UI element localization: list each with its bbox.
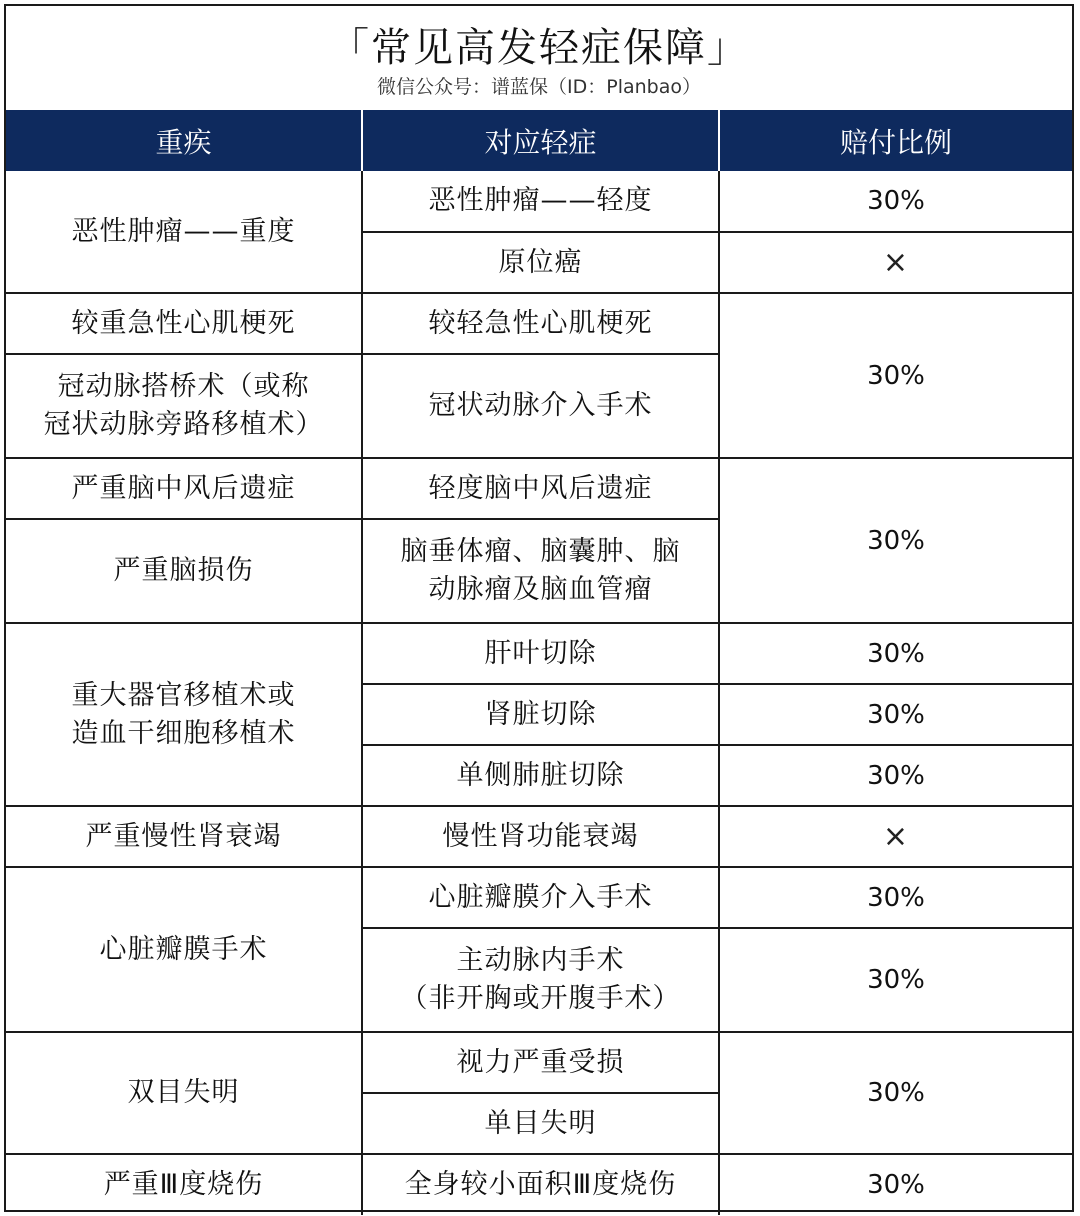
major-disease-cell: 严重慢性肾衰竭 — [6, 806, 362, 867]
payout-ratio-cell: 30% — [719, 1032, 1072, 1154]
table-row — [6, 1032, 1072, 1093]
title-block — [6, 6, 1072, 110]
minor-disease-cell: 视力严重受损 — [362, 1032, 719, 1093]
coverage-table-card — [4, 4, 1074, 1212]
minor-disease-cell: 肝叶切除 — [362, 623, 719, 684]
column-header-major: 重疾 — [6, 110, 362, 171]
major-disease-cell: 严重脑中风后遗症 — [6, 458, 362, 519]
cell-line: 造血干细胞移植术 — [71, 717, 296, 749]
column-header-minor: 对应轻症 — [362, 110, 719, 171]
table-row — [6, 293, 1072, 354]
page-title: 「常见高发轻症保障」 — [329, 25, 749, 71]
minor-disease-cell: 冠状动脉介入手术 — [362, 354, 719, 458]
major-disease-cell: 恶性肿瘤——重度 — [6, 171, 362, 293]
payout-ratio-cell: 30% — [719, 293, 1072, 458]
payout-ratio-cell: 30% — [719, 745, 1072, 806]
not-covered-icon: × — [719, 232, 1072, 293]
payout-ratio-cell: 30% — [719, 623, 1072, 684]
page-subtitle: 微信公众号：谱蓝保（ID：Planbao） — [377, 76, 701, 98]
minor-disease-cell — [362, 519, 719, 623]
minor-disease-cell: 慢性肾功能衰竭 — [362, 806, 719, 867]
table-row — [6, 867, 1072, 928]
minor-disease-cell: 恶性肿瘤——轻度 — [362, 171, 719, 232]
cell-line: （非开胸或开腹手术） — [400, 983, 681, 1014]
major-disease-cell: 严重脑损伤 — [6, 519, 362, 623]
minor-disease-cell: 单目失明 — [362, 1093, 719, 1154]
minor-disease-cell: 原位癌 — [362, 232, 719, 293]
minor-disease-cell: 轻度脑中风后遗症 — [362, 458, 719, 519]
table-row — [6, 806, 1072, 867]
minor-disease-cell: 较轻急性心肌梗死 — [362, 293, 719, 354]
major-disease-cell: 双目失明 — [6, 1032, 362, 1154]
table-row — [6, 171, 1072, 232]
major-disease-cell — [6, 354, 362, 458]
payout-ratio-cell: 30% — [719, 867, 1072, 928]
coverage-table — [6, 110, 1072, 1215]
payout-ratio-cell: 30% — [719, 171, 1072, 232]
payout-ratio-cell: 30% — [719, 1154, 1072, 1215]
cell-line: 动脉瘤及脑血管瘤 — [428, 574, 653, 605]
table-row — [6, 623, 1072, 684]
major-disease-cell: 严重Ⅲ度烧伤 — [6, 1154, 362, 1215]
minor-disease-cell: 单侧肺脏切除 — [362, 745, 719, 806]
minor-disease-cell: 肾脏切除 — [362, 684, 719, 745]
payout-ratio-cell: 30% — [719, 458, 1072, 623]
cell-line: 主动脉内手术 — [456, 945, 625, 976]
cell-line: 冠状动脉旁路移植术） — [43, 409, 324, 440]
minor-disease-cell — [362, 928, 719, 1032]
major-disease-cell: 心脏瓣膜手术 — [6, 867, 362, 1032]
minor-disease-cell: 心脏瓣膜介入手术 — [362, 867, 719, 928]
payout-ratio-cell: 30% — [719, 928, 1072, 1032]
minor-disease-cell: 全身较小面积Ⅲ度烧伤 — [362, 1154, 719, 1215]
column-header-ratio: 赔付比例 — [719, 110, 1072, 171]
major-disease-cell — [6, 623, 362, 806]
table-header-row — [6, 110, 1072, 171]
table-row — [6, 1154, 1072, 1215]
table-row — [6, 458, 1072, 519]
cell-line: 冠动脉搭桥术（或称 — [57, 371, 310, 402]
cell-line: 脑垂体瘤、脑囊肿、脑 — [400, 536, 681, 567]
major-disease-cell: 较重急性心肌梗死 — [6, 293, 362, 354]
cell-line: 重大器官移植术或 — [71, 679, 296, 711]
payout-ratio-cell: 30% — [719, 684, 1072, 745]
not-covered-icon: × — [719, 806, 1072, 867]
